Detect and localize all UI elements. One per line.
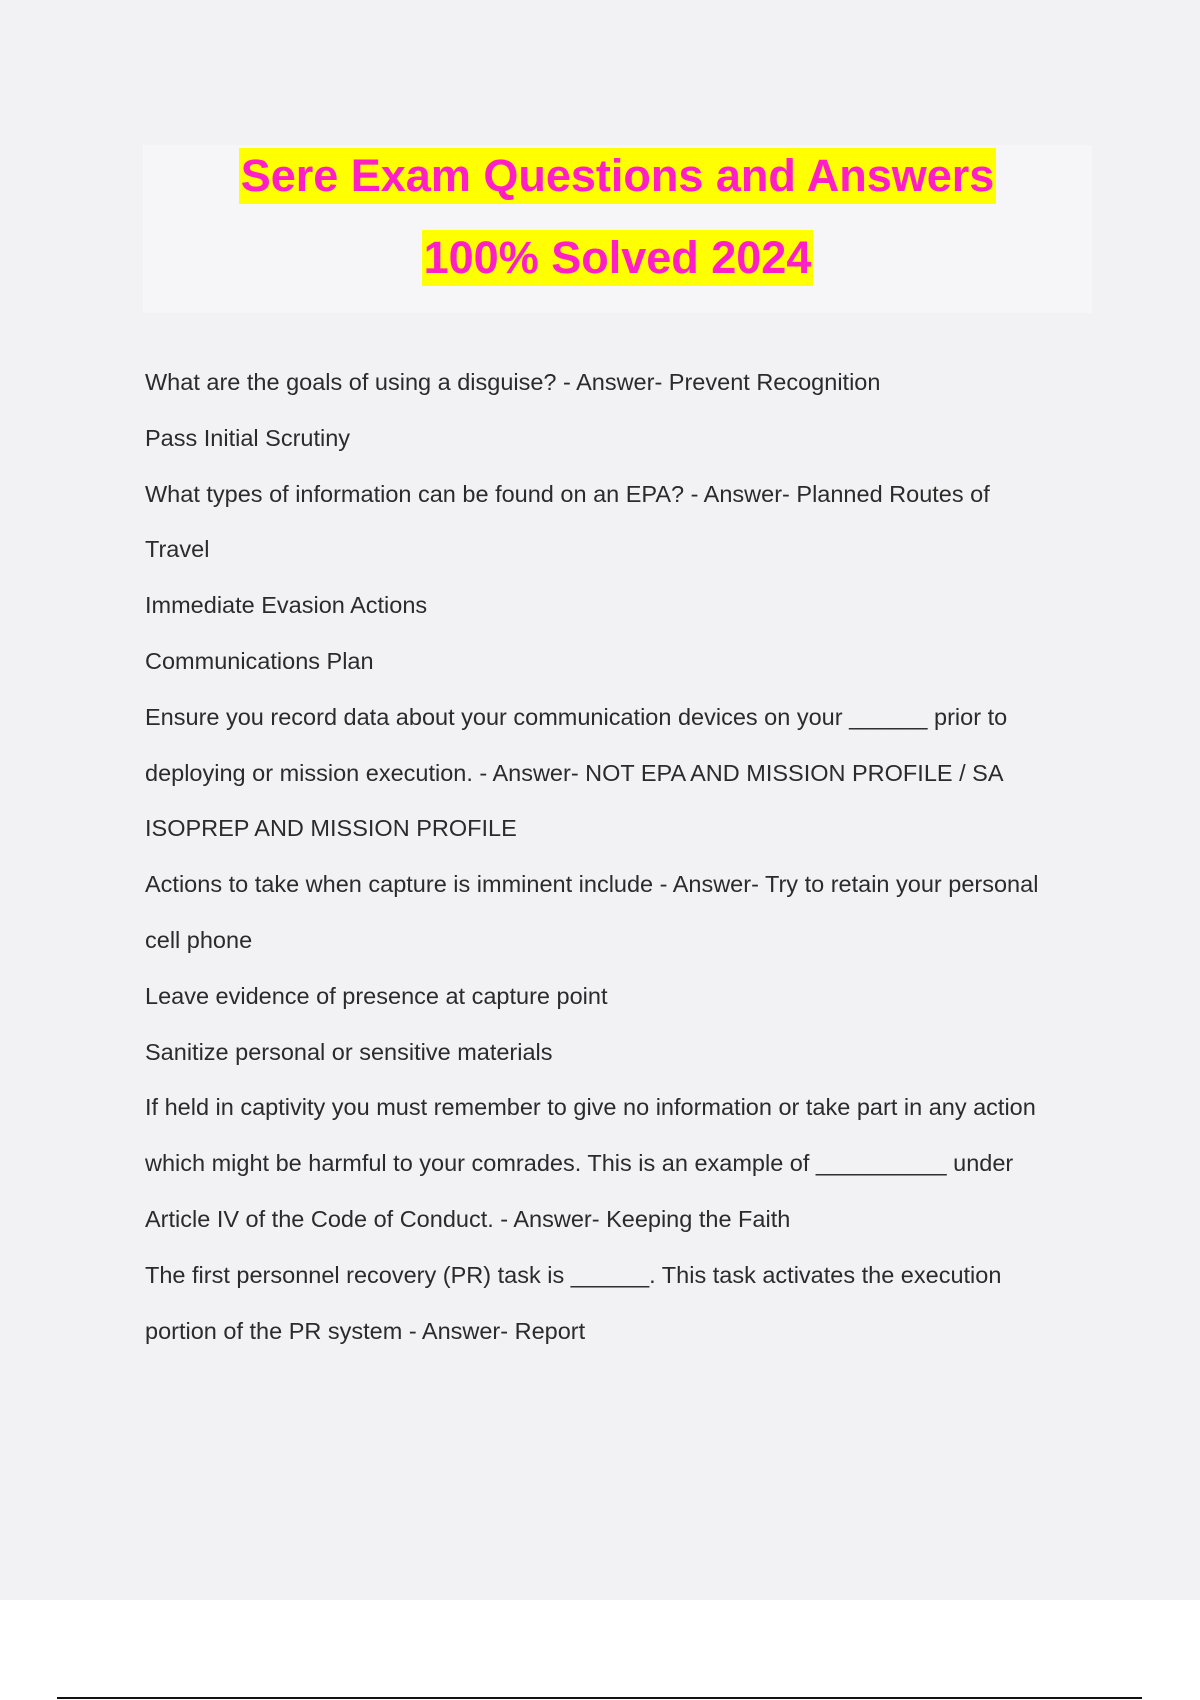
document-title-line-1: Sere Exam Questions and Answers xyxy=(239,148,997,204)
text-line: Travel xyxy=(145,536,210,563)
text-line: cell phone xyxy=(145,926,253,953)
document-body xyxy=(145,361,1105,1365)
text-line: Ensure you record data about your communication devices on your ______ prior to xyxy=(145,703,1008,730)
text-line: Sanitize personal or sensitive materials xyxy=(145,1038,553,1065)
text-line: If held in captivity you must remember to give no information or take part in any action xyxy=(145,1094,1036,1121)
text-line: which might be harmful to your comrades. This is an example of __________ under xyxy=(145,1150,1014,1177)
text-line: What types of information can be found on an EPA? - Answer- Planned Routes of xyxy=(145,480,990,507)
text-line: deploying or mission execution. - Answer- NOT EPA AND MISSION PROFILE / SA xyxy=(145,759,1004,786)
text-line: Immediate Evasion Actions xyxy=(145,592,428,619)
text-line: What are the goals of using a disguise? - Answer- Prevent Recognition xyxy=(145,369,881,395)
text-line: ISOPREP AND MISSION PROFILE xyxy=(145,815,517,842)
text-line: Actions to take when capture is imminent include - Answer- Try to retain your personal xyxy=(145,871,1039,898)
text-line: Leave evidence of presence at capture point xyxy=(145,982,608,1009)
text-line: The first personnel recovery (PR) task is ______. This task activates the execution xyxy=(145,1261,1002,1288)
text-line: portion of the PR system - Answer- Report xyxy=(145,1317,586,1344)
page-divider xyxy=(57,1697,1142,1699)
text-line: Article IV of the Code of Conduct. - Answer- Keeping the Faith xyxy=(145,1205,791,1232)
document-title-line-2: 100% Solved 2024 xyxy=(422,230,814,286)
title-banner xyxy=(143,145,1092,313)
text-line: Pass Initial Scrutiny xyxy=(145,424,351,451)
text-line: Communications Plan xyxy=(145,647,374,674)
